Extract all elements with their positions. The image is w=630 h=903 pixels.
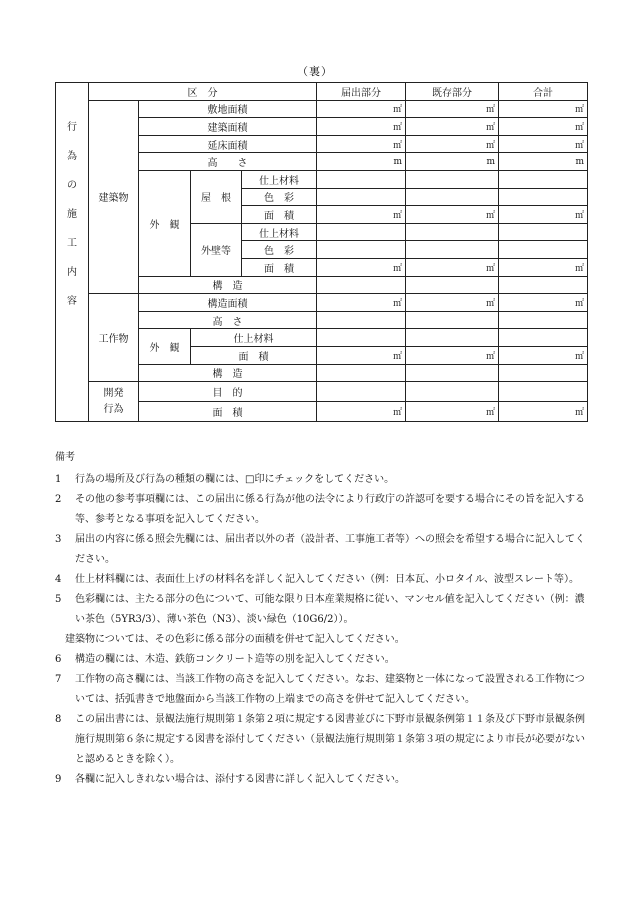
header-kubun: 区 分 [89, 83, 317, 101]
cell-gaiheki-shiage-gokei[interactable] [499, 223, 588, 241]
cell-gaiheki-menseki-todoke[interactable]: ㎡ [317, 258, 406, 276]
note-number: 5 [55, 594, 62, 605]
row-label-takasa: 高 さ [139, 153, 317, 171]
cell-yane-shiage-kizon[interactable] [406, 170, 499, 188]
note-number: 8 [55, 714, 62, 725]
note-text: 届出の内容に係る照会先欄には、届出者以外の者（設計者、工事施工者等）への照会を希望する場合に記入してください。 [75, 534, 585, 565]
header-row [56, 83, 588, 101]
cell-kozo-k-gokei[interactable] [499, 364, 588, 382]
cell-takasa-k-gokei[interactable] [499, 311, 588, 329]
label-gaiheki: 外壁等 [191, 223, 242, 276]
side-char: 容 [67, 296, 77, 307]
cell-yane-menseki-gokei[interactable]: ㎡ [499, 206, 588, 224]
cell-yane-shikisai-kizon[interactable] [406, 188, 499, 206]
cell-kozo-k-todoke[interactable] [317, 364, 406, 382]
row-label-yane-menseki: 面 積 [242, 206, 317, 224]
row-label-gaiheki-shikisai: 色 彩 [242, 241, 317, 259]
cell-kozo-b-kizon[interactable] [406, 276, 499, 294]
row-label-gaiheki-shiage: 仕上材料 [242, 223, 317, 241]
cell-shikichi-todoke[interactable]: ㎡ [317, 100, 406, 118]
row-label-yane-shikisai: 色 彩 [242, 188, 317, 206]
note-number: 6 [55, 654, 62, 665]
note-item [55, 650, 587, 670]
row-label-shiage-kosaku: 仕上材料 [191, 329, 317, 347]
group-kenchikubutsu: 建築物 [89, 100, 139, 294]
cell-kenchiku-todoke[interactable]: ㎡ [317, 118, 406, 136]
label-gaikan-kosaku: 外 観 [139, 329, 191, 364]
cell-kozo-menseki-todoke[interactable]: ㎡ [317, 294, 406, 312]
cell-kozo-k-kizon[interactable] [406, 364, 499, 382]
note-number: 9 [55, 774, 62, 785]
group-kaihatsu [89, 382, 139, 422]
cell-kozo-b-gokei[interactable] [499, 276, 588, 294]
note-item [55, 710, 587, 770]
cell-gaiheki-shikisai-todoke[interactable] [317, 241, 406, 259]
note-text: 工作物の高さ欄には、当該工作物の高さを記入してください。なお、建築物と一体になって設置される工作物については、括弧書きで地盤面から当該工作物の上端までの高さを併せて記入してください。 [75, 674, 585, 705]
cell-nobeyuka-todoke[interactable]: ㎡ [317, 135, 406, 153]
form-table [55, 82, 588, 422]
cell-shiage-k-kizon[interactable] [406, 329, 499, 347]
note-text: 行為の場所及び行為の種類の欄には、□印にチェックをしてください。 [75, 474, 395, 485]
header-gokei: 合計 [499, 83, 588, 101]
note-text: この届出書には、景観法施行規則第１条第２項に規定する図書並びに下野市景観条例第１１条及び下野市景観条例施行規則第６条に規定する図書を添付してください（景観法施行規則第１条第３項の規定により市長が必要がないと認めるときを除く）。 [75, 714, 585, 765]
side-char: 内 [67, 267, 77, 278]
row-label-kozo-kosaku: 構 造 [139, 364, 317, 382]
header-todoke: 届出部分 [317, 83, 406, 101]
side-label [56, 83, 89, 422]
notes-section [55, 448, 587, 790]
cell-gaiheki-shiage-todoke[interactable] [317, 223, 406, 241]
header-kizon: 既存部分 [406, 83, 499, 101]
row-label-nobeyuka: 延床面積 [139, 135, 317, 153]
cell-gaiheki-shikisai-gokei[interactable] [499, 241, 588, 259]
notes-title: 備考 [55, 452, 75, 463]
row-label-yane-shiage: 仕上材料 [242, 170, 317, 188]
cell-takasa-kizon[interactable]: m [406, 153, 499, 171]
side-char: 工 [67, 238, 77, 249]
row-label-kenchiku-menseki: 建築面積 [139, 118, 317, 136]
cell-menseki-k-gokei[interactable]: ㎡ [499, 346, 588, 364]
note-item [55, 570, 587, 590]
note-text: 建築物については、その色彩に係る部分の面積を併せて記入してください。 [65, 634, 405, 645]
cell-menseki-d-kizon[interactable]: ㎡ [406, 402, 499, 422]
cell-takasa-gokei[interactable]: m [499, 153, 588, 171]
note-item [55, 530, 587, 570]
cell-yane-shiage-todoke[interactable] [317, 170, 406, 188]
cell-menseki-d-gokei[interactable]: ㎡ [499, 402, 588, 422]
row-label-kozo-building: 構 造 [139, 276, 317, 294]
cell-shikichi-gokei[interactable]: ㎡ [499, 100, 588, 118]
note-item [55, 670, 587, 710]
note-number: 2 [55, 494, 62, 505]
note-number: 7 [55, 674, 62, 685]
cell-takasa-k-kizon[interactable] [406, 311, 499, 329]
page-title: （裏） [297, 65, 333, 78]
group-kosakubutsu: 工作物 [89, 294, 139, 382]
cell-gaiheki-menseki-kizon[interactable]: ㎡ [406, 258, 499, 276]
cell-yane-menseki-todoke[interactable]: ㎡ [317, 206, 406, 224]
note-item [55, 470, 587, 490]
cell-mokuteki-kizon[interactable] [406, 382, 499, 402]
note-number: 1 [55, 474, 62, 485]
cell-shiage-k-todoke[interactable] [317, 329, 406, 347]
note-text: 色彩欄には、主たる部分の色について、可能な限り日本産業規格に従い、マンセル値を記入してください（例：濃い茶色（5YR3/3）、薄い茶色（N3）、淡い緑色（10G6/2））。 [75, 594, 585, 625]
cell-yane-menseki-kizon[interactable]: ㎡ [406, 206, 499, 224]
cell-menseki-d-todoke[interactable]: ㎡ [317, 402, 406, 422]
side-char: 施 [67, 209, 77, 220]
cell-shikichi-kizon[interactable]: ㎡ [406, 100, 499, 118]
cell-kozo-menseki-gokei[interactable]: ㎡ [499, 294, 588, 312]
row-label-menseki-kosaku: 面 積 [191, 346, 317, 364]
row-label-gaiheki-menseki: 面 積 [242, 258, 317, 276]
cell-gaiheki-shikisai-kizon[interactable] [406, 241, 499, 259]
note-text: 各欄に記入しきれない場合は、添付する図書に詳しく記入してください。 [75, 774, 405, 785]
row-label-kozo-menseki: 構造面積 [139, 294, 317, 312]
cell-menseki-k-kizon[interactable]: ㎡ [406, 346, 499, 364]
group-kaihatsu-label: 開発行為 [103, 387, 124, 415]
note-text: 構造の欄には、木造、鉄筋コンクリート造等の別を記入してください。 [75, 654, 395, 665]
cell-menseki-k-todoke[interactable]: ㎡ [317, 346, 406, 364]
note-text: 仕上材料欄には、表面仕上げの材料名を詳しく記入してください（例：日本瓦、小ロタイル、波型スレート等）。 [75, 574, 579, 585]
label-yane: 屋 根 [191, 170, 242, 223]
cell-gaiheki-menseki-gokei[interactable]: ㎡ [499, 258, 588, 276]
side-char: 行 [67, 122, 77, 133]
cell-gaiheki-shiage-kizon[interactable] [406, 223, 499, 241]
note-text: その他の参考事項欄には、この届出に係る行為が他の法令により行政庁の許認可を要する場合にその旨を記入する等、参考となる事項を記入してください。 [75, 494, 585, 525]
cell-takasa-k-todoke[interactable] [317, 311, 406, 329]
cell-shiage-k-gokei[interactable] [499, 329, 588, 347]
note-item [55, 590, 587, 630]
note-item [55, 490, 587, 530]
note-item [55, 630, 587, 650]
cell-takasa-todoke[interactable]: m [317, 153, 406, 171]
row-label-takasa-kosaku: 高 さ [139, 311, 317, 329]
cell-mokuteki-gokei[interactable] [499, 382, 588, 402]
cell-yane-shikisai-todoke[interactable] [317, 188, 406, 206]
row-label-menseki-kaihatsu: 面 積 [139, 402, 317, 422]
note-number: 4 [55, 574, 62, 585]
cell-nobeyuka-kizon[interactable]: ㎡ [406, 135, 499, 153]
cell-kenchiku-gokei[interactable]: ㎡ [499, 118, 588, 136]
note-item [55, 770, 587, 790]
row-label-mokuteki: 目 的 [139, 382, 317, 402]
note-number: 3 [55, 534, 62, 545]
cell-kozo-menseki-kizon[interactable]: ㎡ [406, 294, 499, 312]
row-label-shikichi: 敷地面積 [139, 100, 317, 118]
cell-yane-shikisai-gokei[interactable] [499, 188, 588, 206]
side-char: の [67, 180, 77, 191]
cell-nobeyuka-gokei[interactable]: ㎡ [499, 135, 588, 153]
cell-kenchiku-kizon[interactable]: ㎡ [406, 118, 499, 136]
cell-yane-shiage-gokei[interactable] [499, 170, 588, 188]
side-char: 為 [67, 151, 77, 162]
cell-kozo-b-todoke[interactable] [317, 276, 406, 294]
cell-mokuteki-todoke[interactable] [317, 382, 406, 402]
label-gaikan: 外 観 [139, 170, 191, 276]
